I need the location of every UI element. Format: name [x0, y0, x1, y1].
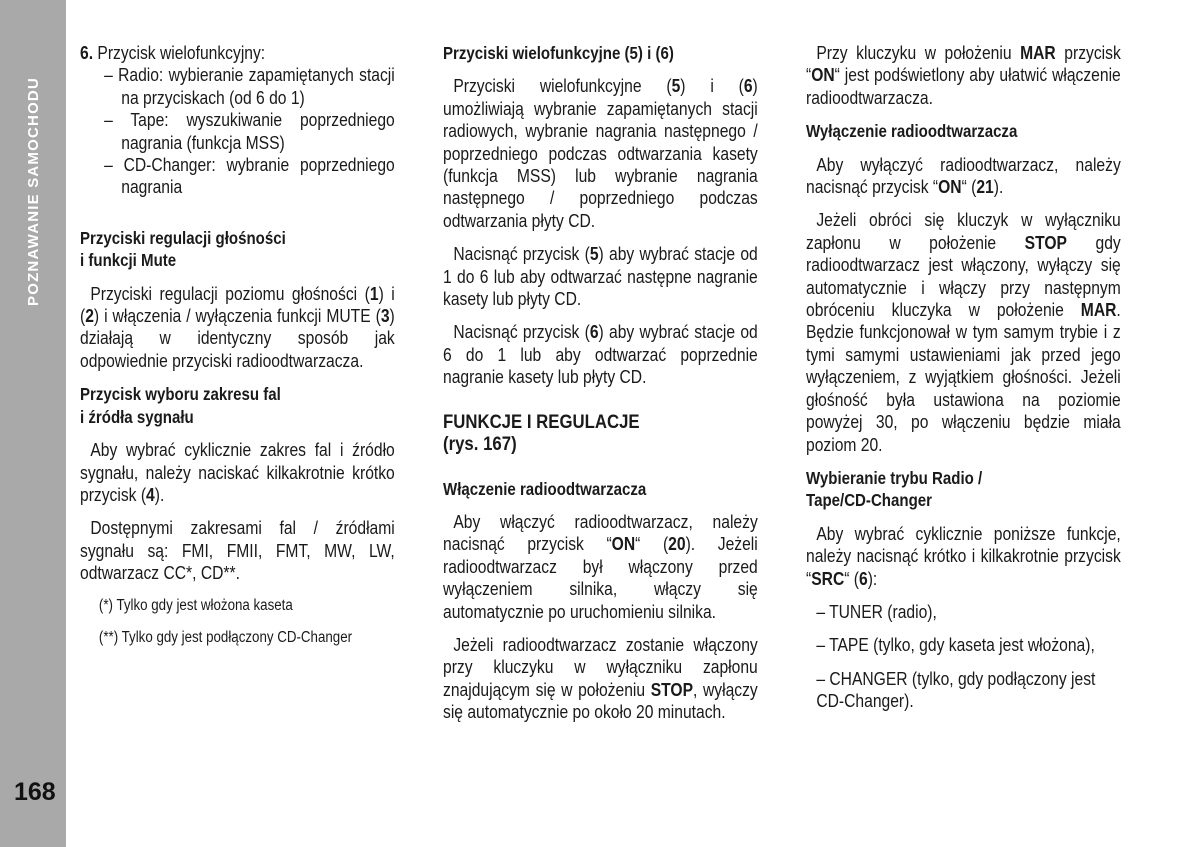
band-heading: [80, 383, 395, 428]
mode-heading: [806, 467, 1121, 512]
on-paragraph: Aby włączyć radioodtwarzacz, należy nacisnąć przycisk “ON“ (20). Jeżeli radioodtwarzacz był włączony przed wyłączeniem silnika, włączy się automatycznie po uruchomieniu silnika.: [443, 511, 758, 622]
key-2: 2: [85, 306, 94, 327]
volume-heading-line2: i funkcji Mute: [80, 250, 177, 271]
section-sidebar: [0, 0, 66, 847]
functions-heading-line1: FUNKCJE I REGULACJE: [443, 410, 640, 433]
volume-heading: [80, 227, 395, 272]
mode-heading-line1: Wybieranie trybu Radio /: [806, 467, 983, 488]
footnote-2: (**) Tylko gdy jest podłączony CD-Changer: [98, 628, 353, 646]
key-20: 20: [668, 534, 686, 555]
column-1: [80, 42, 395, 660]
section-tab: [20, 46, 46, 336]
item-6-number: 6.: [80, 43, 94, 63]
off-heading: Wyłączenie radioodtwarzacza: [806, 121, 1018, 142]
column-2: [443, 42, 758, 735]
column-3: [806, 42, 1121, 724]
off-paragraph: Aby wyłączyć radioodtwarzacz, należy nacisnąć przycisk “ON“ (21).: [806, 154, 1121, 198]
band-heading-line1: Przycisk wyboru zakresu fal: [80, 384, 281, 405]
footnote-1: (*) Tylko gdy jest włożona kaseta: [98, 596, 293, 614]
item-6-radio: – Radio: wybieranie zapamiętanych stacji na przyciskach (od 6 do 1): [104, 65, 395, 108]
mar-label: MAR: [1020, 43, 1056, 63]
item-6-cd: – CD-Changer: wybranie poprzedniego nagrania: [104, 155, 395, 198]
multi-heading: Przyciski wielofunkcyjne (5) i (6): [443, 43, 674, 63]
functions-heading: [443, 411, 758, 456]
key-5: 5: [671, 76, 681, 97]
key-4: 4: [146, 484, 155, 505]
on-key-label: ON: [611, 534, 636, 555]
key-1: 1: [369, 283, 379, 304]
band-heading-line2: i źródła sygnału: [80, 406, 194, 427]
mode-paragraph: Aby wybrać cyklicznie poniższe funkcje, należy nacisnąć krótko i kilkakrotnie przycisk “SRC“ (6):: [806, 523, 1121, 589]
option-changer: – CHANGER (tylko, gdy podłączony jest CD-Changer).: [816, 668, 1096, 712]
ignition-paragraph: Jeżeli obróci się kluczyk w wyłączniku zapłonu w położenie STOP gdy radioodtwarzacz jest włączony, wyłączy się automatycznie i włączy przy następnym obróceniu kluczyka w położenie MAR. Będzie funkcjonował w tym samym trybie i z tymi samymi ustawieniami jak przed jego wyłączeniem, z wyjątkiem głośności. Jeżeli głośność była ustawiona na poziomie powyżej 30, po włączeniu będzie miała poziom 20.: [806, 210, 1121, 455]
volume-heading-line1: Przyciski regulacji głośności: [80, 227, 286, 248]
volume-paragraph: Przyciski regulacji poziomu głośności (1) i (2) i włączenia / wyłączenia funkcji MUTE (3) działają w identyczny sposób jak odpowiednie przyciski radioodtwarzacza.: [80, 283, 395, 371]
item-6-tape: – Tape: wyszukiwanie poprzedniego nagrania (funkcja MSS): [104, 110, 395, 153]
page-number: 168: [14, 778, 56, 806]
stop-label: STOP: [650, 679, 694, 700]
item-6: [80, 42, 395, 64]
key-6: 6: [743, 76, 753, 97]
bands-paragraph: Dostępnymi zakresami fal / źródłami sygnału są: FMI, FMII, FMT, MW, LW, odtwarzacz CC*, CD**.: [80, 518, 395, 584]
on-heading: Włączenie radioodtwarzacza: [443, 478, 647, 499]
functions-heading-line2: (rys. 167): [443, 433, 517, 456]
section-label: POZNAWANIE SAMOCHODU: [24, 76, 42, 306]
key-3: 3: [380, 306, 390, 327]
stop-paragraph: Jeżeli radioodtwarzacz zostanie włączony przy kluczyku w wyłączniku zapłonu znajdującym się w położeniu STOP, wyłączy się automatycznie po około 20 minutach.: [443, 634, 758, 723]
src-label: SRC: [811, 568, 845, 589]
option-tuner: – TUNER (radio),: [816, 601, 937, 622]
option-tape: – TAPE (tylko, gdy kaseta jest włożona),: [816, 635, 1095, 656]
button-5-paragraph: Nacisnąć przycisk (5) aby wybrać stacje od 1 do 6 lub aby odtwarzać następne nagranie kasety lub płyty CD.: [443, 244, 758, 310]
key-21: 21: [976, 177, 994, 198]
multi-paragraph: Przyciski wielofunkcyjne (5) i (6) umożliwiają wybranie zapamiętanych stacji radiowych, wybranie nagrania następnego / poprzedniego podczas odtwarzania kasety (funkcja MSS) lub wybranie nagrania następnego / poprzedniego podczas odtwarzania płyty CD.: [443, 76, 758, 231]
item-6-title: Przycisk wielofunkcyjny:: [97, 43, 266, 63]
band-paragraph: Aby wybrać cyklicznie zakres fal i źródło sygnału, należy naciskać kilkakrotnie krótko przycisk (4).: [80, 440, 395, 505]
button-6-paragraph: Nacisnąć przycisk (6) aby wybrać stacje od 6 do 1 lub aby odtwarzać poprzednie nagranie kasety lub płyty CD.: [443, 322, 758, 388]
mode-heading-line2: Tape/CD-Changer: [806, 490, 932, 511]
mar-paragraph: Przy kluczyku w położeniu MAR przycisk “ON“ jest podświetlony aby ułatwić włączenie radioodtwarzacza.: [806, 43, 1121, 108]
